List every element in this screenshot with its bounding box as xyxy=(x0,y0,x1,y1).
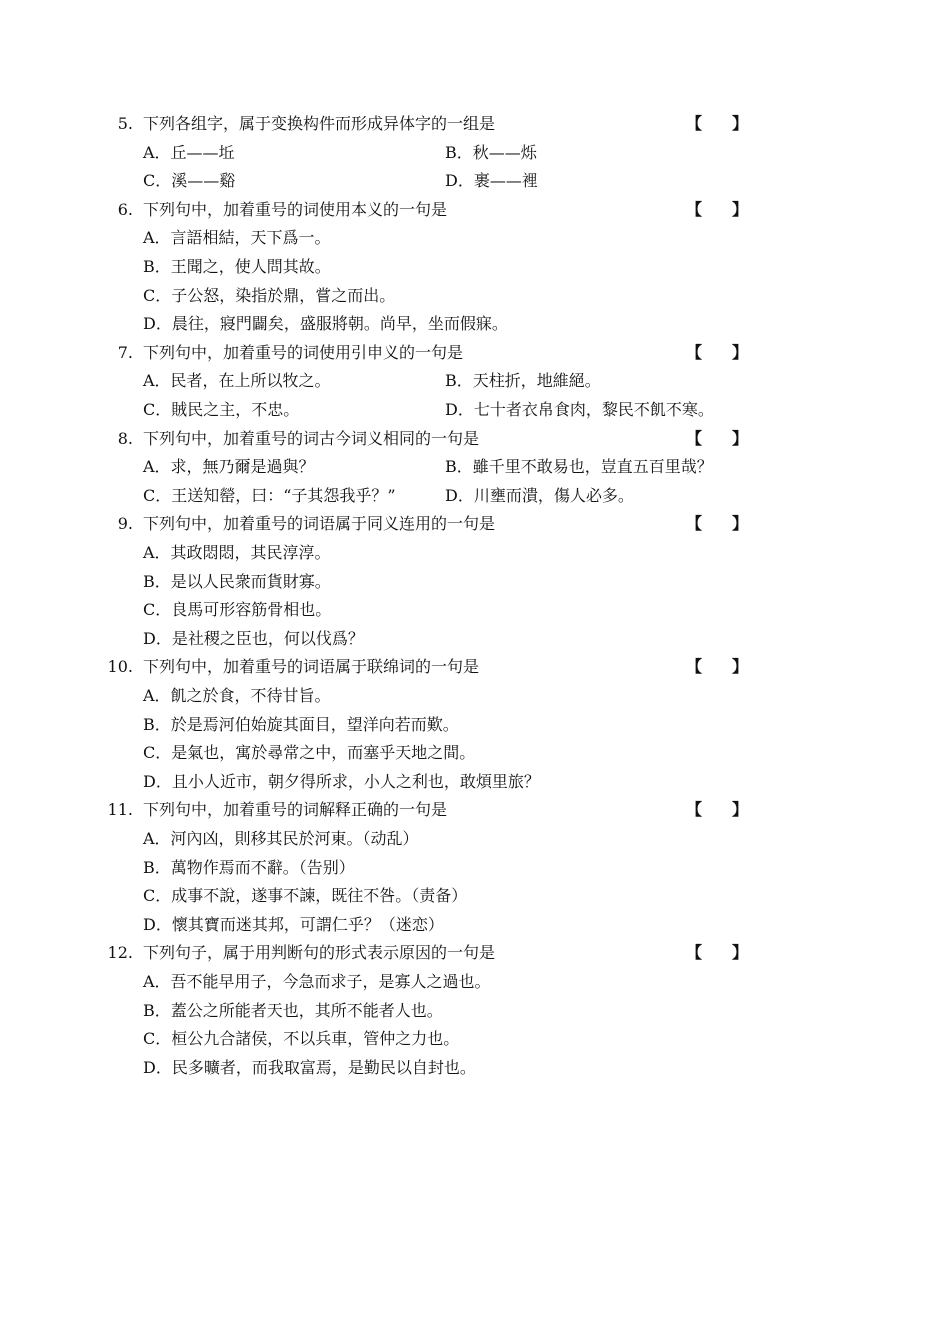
answer-option[interactable]: B．秋——烁 xyxy=(445,142,537,162)
question-stem xyxy=(0,943,495,963)
bracket-close: 】 xyxy=(732,800,749,820)
answer-bracket[interactable] xyxy=(686,943,748,963)
answer-bracket[interactable] xyxy=(686,200,748,220)
question-text: 下列句中，加着重号的词解释正确的一句是 xyxy=(143,800,448,820)
question-stem xyxy=(0,657,479,677)
question-stem xyxy=(0,200,447,220)
bracket-open: 【 xyxy=(686,428,703,448)
bracket-open: 【 xyxy=(686,800,703,820)
bracket-open: 【 xyxy=(686,199,703,219)
question-text: 下列句中，加着重号的词使用引申义的一句是 xyxy=(143,342,464,362)
answer-option[interactable]: D．七十者衣帛食肉，黎民不飢不寒。 xyxy=(445,400,714,419)
bracket-close: 】 xyxy=(732,199,749,219)
question-stem xyxy=(0,114,495,134)
answer-option[interactable]: C．子公怒，染指於鼎，嘗之而出。 xyxy=(143,285,396,305)
answer-bracket[interactable] xyxy=(686,114,748,134)
answer-option[interactable]: A．求，無乃爾是過與？ xyxy=(143,457,315,477)
question-text: 下列句中，加着重号的词古今词义相同的一句是 xyxy=(143,428,480,448)
bracket-close: 】 xyxy=(732,428,749,448)
question-stem xyxy=(0,343,463,363)
bracket-close: 】 xyxy=(732,114,749,133)
answer-option[interactable]: B．蓋公之所能者天也，其所不能者人也。 xyxy=(143,1000,443,1020)
answer-option[interactable]: D．裹——裡 xyxy=(445,171,538,191)
answer-option[interactable]: C．桓公九合諸侯，不以兵車，管仲之力也。 xyxy=(143,1029,460,1049)
bracket-close: 】 xyxy=(732,342,749,362)
answer-option[interactable]: B．王聞之，使人問其故。 xyxy=(143,257,331,276)
answer-option[interactable]: D．民多曠者，而我取富焉，是勤民以自封也。 xyxy=(143,1057,476,1077)
answer-option[interactable]: B．萬物作焉而不辭。（告别） xyxy=(143,857,355,877)
question-number: 9. xyxy=(117,514,133,534)
answer-bracket[interactable] xyxy=(686,657,748,677)
answer-option[interactable]: B．於是焉河伯始旋其面目，望洋向若而歎。 xyxy=(143,714,459,734)
question-text: 下列句中，加着重号的词语属于同义连用的一句是 xyxy=(143,514,496,534)
answer-option[interactable]: A．其政悶悶，其民淳淳。 xyxy=(143,543,331,562)
question-text: 下列句子，属于用判断句的形式表示原因的一句是 xyxy=(143,943,496,963)
bracket-open: 【 xyxy=(686,114,703,133)
answer-option[interactable]: C．溪——谿 xyxy=(143,171,236,191)
bracket-close: 】 xyxy=(732,943,749,963)
answer-option[interactable]: D．晨往，寢門闢矣，盛服將朝。尚早，坐而假寐。 xyxy=(143,314,508,334)
answer-option[interactable]: A．民者，在上所以牧之。 xyxy=(143,371,331,391)
bracket-open: 【 xyxy=(686,342,703,362)
question-stem xyxy=(0,800,447,820)
bracket-open: 【 xyxy=(686,657,703,677)
answer-option[interactable]: B．是以人民衆而貨財寡。 xyxy=(143,571,331,591)
bracket-open: 【 xyxy=(686,514,703,534)
answer-option[interactable]: D．且小人近市，朝夕得所求，小人之利也，敢煩里旅？ xyxy=(143,771,540,791)
answer-option[interactable]: A．河內凶，則移其民於河東。（动乱） xyxy=(143,829,419,848)
question-number: 6. xyxy=(117,199,133,219)
question-number: 8. xyxy=(117,428,133,448)
bracket-close: 】 xyxy=(732,657,749,677)
answer-bracket[interactable] xyxy=(686,514,748,534)
question-text: 下列句中，加着重号的词使用本义的一句是 xyxy=(143,199,448,219)
answer-bracket[interactable] xyxy=(686,343,748,363)
question-stem xyxy=(0,514,495,534)
question-number: 7. xyxy=(117,342,133,362)
answer-option[interactable]: C．賊民之主，不忠。 xyxy=(143,400,300,419)
question-text: 下列各组字，属于变换构件而形成异体字的一组是 xyxy=(143,114,496,133)
bracket-open: 【 xyxy=(686,943,703,963)
answer-option[interactable]: D．是社稷之臣也，何以伐爲？ xyxy=(143,628,364,648)
answer-option[interactable]: B．雖千里不敢易也，豈直五百里哉？ xyxy=(445,457,713,477)
answer-option[interactable]: A．飢之於食，不待甘旨。 xyxy=(143,686,331,705)
answer-option[interactable]: D．川壅而潰，傷人必多。 xyxy=(445,485,634,505)
answer-option[interactable]: A．丘——坵 xyxy=(143,142,235,162)
question-number: 10. xyxy=(107,657,133,677)
answer-option[interactable]: A．言語相結，天下爲一。 xyxy=(143,228,331,248)
answer-option[interactable]: B．天柱折，地維絕。 xyxy=(445,371,601,391)
answer-option[interactable]: C．王送知罃，曰：“子其怨我乎？” xyxy=(143,485,396,505)
question-number: 12. xyxy=(107,943,133,963)
answer-option[interactable]: C．成事不說，遂事不諫，既往不咎。（责备） xyxy=(143,886,468,906)
answer-bracket[interactable] xyxy=(686,429,748,449)
answer-option[interactable]: C．是氣也，寓於尋常之中，而塞乎天地之間。 xyxy=(143,743,476,763)
bracket-close: 】 xyxy=(732,514,749,534)
answer-option[interactable]: A．吾不能早用子，今急而求子，是寡人之過也。 xyxy=(143,972,491,991)
question-text: 下列句中，加着重号的词语属于联绵词的一句是 xyxy=(143,657,480,677)
answer-option[interactable]: C．良馬可形容筋骨相也。 xyxy=(143,600,332,620)
question-stem xyxy=(0,429,479,449)
answer-bracket[interactable] xyxy=(686,800,748,820)
question-number: 5. xyxy=(117,114,133,133)
answer-option[interactable]: D．懷其寶而迷其邦，可謂仁乎？（迷恋） xyxy=(143,914,444,934)
question-number: 11. xyxy=(107,800,133,820)
